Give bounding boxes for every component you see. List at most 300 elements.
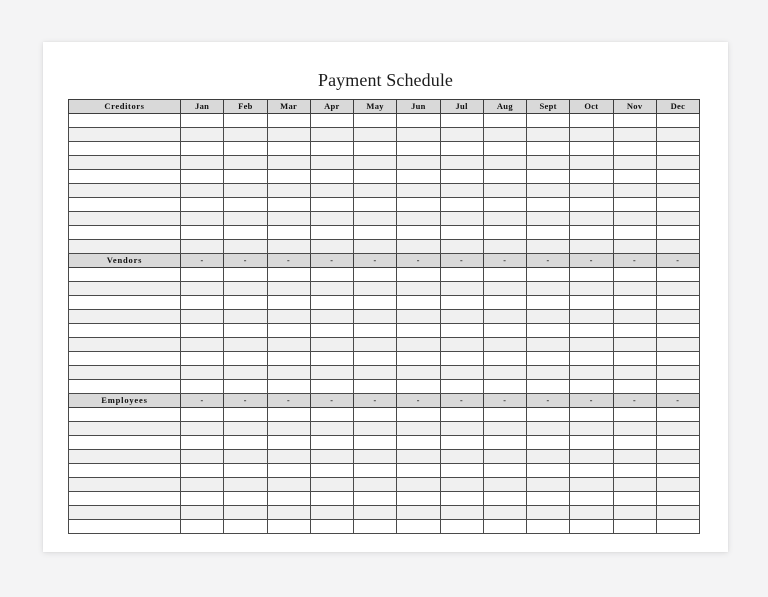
entry-amount-cell[interactable] [397,366,440,380]
entry-amount-cell[interactable] [440,296,483,310]
entry-amount-cell[interactable] [440,184,483,198]
entry-amount-cell[interactable] [483,226,526,240]
entry-amount-cell[interactable] [656,114,699,128]
entry-amount-cell[interactable] [483,184,526,198]
entry-amount-cell[interactable] [267,226,310,240]
entry-amount-cell[interactable] [310,268,353,282]
entry-amount-cell[interactable] [527,240,570,254]
entry-name-cell[interactable] [69,198,181,212]
entry-amount-cell[interactable] [570,380,613,394]
entry-amount-cell[interactable] [310,282,353,296]
entry-amount-cell[interactable] [354,506,397,520]
entry-amount-cell[interactable] [224,282,267,296]
entry-amount-cell[interactable] [570,436,613,450]
entry-name-cell[interactable] [69,296,181,310]
entry-amount-cell[interactable] [656,142,699,156]
entry-name-cell[interactable] [69,366,181,380]
entry-amount-cell[interactable] [354,352,397,366]
entry-amount-cell[interactable] [613,156,656,170]
entry-amount-cell[interactable] [397,268,440,282]
entry-amount-cell[interactable] [397,352,440,366]
entry-amount-cell[interactable] [440,422,483,436]
entry-amount-cell[interactable] [527,422,570,436]
entry-amount-cell[interactable] [656,422,699,436]
entry-name-cell[interactable] [69,268,181,282]
entry-amount-cell[interactable] [613,520,656,534]
entry-amount-cell[interactable] [570,492,613,506]
entry-amount-cell[interactable] [224,478,267,492]
entry-amount-cell[interactable] [656,268,699,282]
entry-amount-cell[interactable] [181,170,224,184]
entry-amount-cell[interactable] [613,506,656,520]
entry-amount-cell[interactable] [397,114,440,128]
entry-amount-cell[interactable] [527,324,570,338]
entry-amount-cell[interactable] [483,520,526,534]
entry-amount-cell[interactable] [656,338,699,352]
table-row[interactable] [69,156,700,170]
entry-amount-cell[interactable] [483,268,526,282]
entry-amount-cell[interactable] [397,240,440,254]
entry-amount-cell[interactable] [613,226,656,240]
entry-amount-cell[interactable] [267,114,310,128]
entry-amount-cell[interactable] [613,422,656,436]
entry-amount-cell[interactable] [354,212,397,226]
entry-amount-cell[interactable] [440,492,483,506]
entry-amount-cell[interactable] [397,520,440,534]
entry-amount-cell[interactable] [181,310,224,324]
table-row[interactable] [69,128,700,142]
entry-amount-cell[interactable] [440,226,483,240]
entry-amount-cell[interactable] [310,520,353,534]
entry-amount-cell[interactable] [483,282,526,296]
entry-amount-cell[interactable] [354,128,397,142]
entry-amount-cell[interactable] [483,198,526,212]
entry-amount-cell[interactable] [570,520,613,534]
entry-name-cell[interactable] [69,156,181,170]
entry-amount-cell[interactable] [267,464,310,478]
entry-amount-cell[interactable] [570,142,613,156]
entry-name-cell[interactable] [69,184,181,198]
entry-amount-cell[interactable] [354,170,397,184]
entry-amount-cell[interactable] [656,212,699,226]
entry-amount-cell[interactable] [354,436,397,450]
entry-amount-cell[interactable] [224,156,267,170]
entry-amount-cell[interactable] [483,408,526,422]
entry-amount-cell[interactable] [483,506,526,520]
entry-amount-cell[interactable] [483,366,526,380]
entry-amount-cell[interactable] [613,464,656,478]
table-row[interactable] [69,310,700,324]
entry-amount-cell[interactable] [483,212,526,226]
entry-name-cell[interactable] [69,506,181,520]
entry-amount-cell[interactable] [310,310,353,324]
entry-amount-cell[interactable] [656,282,699,296]
entry-amount-cell[interactable] [440,436,483,450]
table-row[interactable] [69,324,700,338]
table-row[interactable] [69,226,700,240]
entry-amount-cell[interactable] [181,380,224,394]
entry-amount-cell[interactable] [483,310,526,324]
entry-amount-cell[interactable] [397,506,440,520]
entry-amount-cell[interactable] [354,240,397,254]
entry-amount-cell[interactable] [310,450,353,464]
entry-amount-cell[interactable] [181,240,224,254]
entry-amount-cell[interactable] [354,282,397,296]
entry-amount-cell[interactable] [570,282,613,296]
table-row[interactable] [69,366,700,380]
entry-amount-cell[interactable] [310,408,353,422]
entry-amount-cell[interactable] [181,450,224,464]
entry-amount-cell[interactable] [527,352,570,366]
entry-amount-cell[interactable] [527,506,570,520]
entry-amount-cell[interactable] [613,380,656,394]
entry-amount-cell[interactable] [397,128,440,142]
entry-amount-cell[interactable] [310,114,353,128]
entry-amount-cell[interactable] [656,184,699,198]
entry-amount-cell[interactable] [656,492,699,506]
entry-amount-cell[interactable] [397,492,440,506]
entry-amount-cell[interactable] [440,380,483,394]
entry-amount-cell[interactable] [354,156,397,170]
entry-amount-cell[interactable] [397,450,440,464]
entry-amount-cell[interactable] [397,436,440,450]
entry-amount-cell[interactable] [267,422,310,436]
entry-amount-cell[interactable] [224,268,267,282]
entry-amount-cell[interactable] [440,310,483,324]
table-row[interactable] [69,296,700,310]
entry-amount-cell[interactable] [354,520,397,534]
entry-amount-cell[interactable] [310,436,353,450]
table-row[interactable] [69,338,700,352]
entry-amount-cell[interactable] [656,408,699,422]
entry-amount-cell[interactable] [483,296,526,310]
entry-amount-cell[interactable] [570,450,613,464]
entry-amount-cell[interactable] [267,324,310,338]
entry-amount-cell[interactable] [483,142,526,156]
entry-amount-cell[interactable] [181,296,224,310]
table-row[interactable] [69,282,700,296]
entry-amount-cell[interactable] [310,212,353,226]
entry-amount-cell[interactable] [354,324,397,338]
entry-amount-cell[interactable] [267,198,310,212]
entry-amount-cell[interactable] [310,324,353,338]
entry-amount-cell[interactable] [656,520,699,534]
entry-name-cell[interactable] [69,240,181,254]
entry-amount-cell[interactable] [310,170,353,184]
entry-amount-cell[interactable] [440,170,483,184]
entry-amount-cell[interactable] [440,240,483,254]
entry-name-cell[interactable] [69,436,181,450]
entry-amount-cell[interactable] [656,128,699,142]
entry-amount-cell[interactable] [656,352,699,366]
entry-amount-cell[interactable] [440,156,483,170]
entry-amount-cell[interactable] [440,478,483,492]
entry-amount-cell[interactable] [570,184,613,198]
entry-name-cell[interactable] [69,450,181,464]
entry-amount-cell[interactable] [656,464,699,478]
entry-amount-cell[interactable] [527,170,570,184]
entry-amount-cell[interactable] [181,422,224,436]
entry-amount-cell[interactable] [397,422,440,436]
entry-amount-cell[interactable] [267,142,310,156]
entry-amount-cell[interactable] [267,296,310,310]
entry-amount-cell[interactable] [224,520,267,534]
entry-amount-cell[interactable] [397,310,440,324]
entry-amount-cell[interactable] [224,310,267,324]
entry-name-cell[interactable] [69,212,181,226]
table-row[interactable] [69,408,700,422]
entry-amount-cell[interactable] [267,128,310,142]
entry-amount-cell[interactable] [310,506,353,520]
entry-name-cell[interactable] [69,282,181,296]
entry-amount-cell[interactable] [527,296,570,310]
entry-amount-cell[interactable] [440,520,483,534]
entry-amount-cell[interactable] [570,212,613,226]
table-row[interactable] [69,198,700,212]
entry-amount-cell[interactable] [527,408,570,422]
entry-amount-cell[interactable] [224,352,267,366]
table-row[interactable] [69,422,700,436]
entry-amount-cell[interactable] [570,128,613,142]
entry-amount-cell[interactable] [613,282,656,296]
entry-amount-cell[interactable] [397,142,440,156]
entry-amount-cell[interactable] [570,352,613,366]
entry-amount-cell[interactable] [570,310,613,324]
entry-amount-cell[interactable] [527,338,570,352]
entry-amount-cell[interactable] [570,226,613,240]
entry-amount-cell[interactable] [267,212,310,226]
entry-amount-cell[interactable] [440,324,483,338]
table-row[interactable] [69,142,700,156]
entry-name-cell[interactable] [69,170,181,184]
entry-amount-cell[interactable] [181,408,224,422]
entry-amount-cell[interactable] [440,282,483,296]
entry-amount-cell[interactable] [224,436,267,450]
entry-amount-cell[interactable] [224,170,267,184]
entry-amount-cell[interactable] [527,212,570,226]
entry-amount-cell[interactable] [613,114,656,128]
entry-amount-cell[interactable] [527,128,570,142]
entry-amount-cell[interactable] [354,450,397,464]
entry-amount-cell[interactable] [656,436,699,450]
entry-amount-cell[interactable] [267,408,310,422]
entry-amount-cell[interactable] [181,212,224,226]
entry-amount-cell[interactable] [310,366,353,380]
entry-amount-cell[interactable] [440,212,483,226]
entry-amount-cell[interactable] [267,170,310,184]
entry-amount-cell[interactable] [527,184,570,198]
table-row[interactable] [69,506,700,520]
entry-amount-cell[interactable] [224,226,267,240]
table-row[interactable] [69,170,700,184]
entry-amount-cell[interactable] [397,170,440,184]
entry-amount-cell[interactable] [440,450,483,464]
entry-amount-cell[interactable] [483,492,526,506]
entry-amount-cell[interactable] [354,296,397,310]
entry-amount-cell[interactable] [354,408,397,422]
entry-amount-cell[interactable] [397,408,440,422]
table-row[interactable] [69,478,700,492]
entry-amount-cell[interactable] [224,184,267,198]
entry-amount-cell[interactable] [354,338,397,352]
entry-amount-cell[interactable] [181,198,224,212]
entry-amount-cell[interactable] [613,366,656,380]
entry-amount-cell[interactable] [483,128,526,142]
entry-amount-cell[interactable] [181,142,224,156]
entry-amount-cell[interactable] [224,380,267,394]
entry-amount-cell[interactable] [224,198,267,212]
entry-amount-cell[interactable] [397,212,440,226]
entry-amount-cell[interactable] [483,240,526,254]
entry-name-cell[interactable] [69,128,181,142]
entry-amount-cell[interactable] [527,142,570,156]
entry-amount-cell[interactable] [527,478,570,492]
entry-amount-cell[interactable] [483,170,526,184]
entry-amount-cell[interactable] [570,296,613,310]
entry-amount-cell[interactable] [613,436,656,450]
entry-amount-cell[interactable] [527,114,570,128]
entry-amount-cell[interactable] [570,156,613,170]
entry-amount-cell[interactable] [310,380,353,394]
entry-amount-cell[interactable] [181,506,224,520]
entry-amount-cell[interactable] [181,226,224,240]
entry-amount-cell[interactable] [570,366,613,380]
entry-amount-cell[interactable] [613,478,656,492]
entry-amount-cell[interactable] [310,352,353,366]
entry-amount-cell[interactable] [613,268,656,282]
entry-amount-cell[interactable] [181,464,224,478]
entry-amount-cell[interactable] [354,492,397,506]
entry-name-cell[interactable] [69,338,181,352]
entry-amount-cell[interactable] [310,422,353,436]
entry-amount-cell[interactable] [483,156,526,170]
entry-amount-cell[interactable] [440,352,483,366]
entry-amount-cell[interactable] [224,142,267,156]
entry-amount-cell[interactable] [354,142,397,156]
entry-amount-cell[interactable] [224,128,267,142]
entry-name-cell[interactable] [69,226,181,240]
entry-amount-cell[interactable] [613,338,656,352]
entry-amount-cell[interactable] [527,492,570,506]
entry-amount-cell[interactable] [613,170,656,184]
entry-amount-cell[interactable] [267,520,310,534]
entry-amount-cell[interactable] [354,380,397,394]
entry-amount-cell[interactable] [527,450,570,464]
entry-amount-cell[interactable] [354,366,397,380]
entry-amount-cell[interactable] [613,184,656,198]
entry-amount-cell[interactable] [354,114,397,128]
entry-amount-cell[interactable] [354,184,397,198]
entry-amount-cell[interactable] [570,338,613,352]
entry-amount-cell[interactable] [440,142,483,156]
entry-amount-cell[interactable] [181,366,224,380]
entry-amount-cell[interactable] [310,492,353,506]
entry-amount-cell[interactable] [397,478,440,492]
entry-amount-cell[interactable] [570,422,613,436]
entry-amount-cell[interactable] [181,338,224,352]
entry-amount-cell[interactable] [570,464,613,478]
entry-amount-cell[interactable] [440,114,483,128]
entry-amount-cell[interactable] [483,352,526,366]
entry-amount-cell[interactable] [527,310,570,324]
entry-amount-cell[interactable] [267,310,310,324]
entry-amount-cell[interactable] [181,268,224,282]
entry-amount-cell[interactable] [181,436,224,450]
table-row[interactable] [69,436,700,450]
entry-amount-cell[interactable] [656,310,699,324]
entry-name-cell[interactable] [69,464,181,478]
entry-amount-cell[interactable] [483,464,526,478]
entry-amount-cell[interactable] [656,366,699,380]
entry-amount-cell[interactable] [181,324,224,338]
entry-amount-cell[interactable] [440,198,483,212]
entry-amount-cell[interactable] [570,408,613,422]
entry-amount-cell[interactable] [397,184,440,198]
table-row[interactable] [69,184,700,198]
entry-name-cell[interactable] [69,352,181,366]
table-row[interactable] [69,240,700,254]
entry-amount-cell[interactable] [267,268,310,282]
entry-amount-cell[interactable] [267,450,310,464]
entry-amount-cell[interactable] [310,226,353,240]
entry-amount-cell[interactable] [267,282,310,296]
entry-amount-cell[interactable] [224,114,267,128]
entry-amount-cell[interactable] [613,310,656,324]
entry-amount-cell[interactable] [310,128,353,142]
entry-amount-cell[interactable] [267,352,310,366]
entry-amount-cell[interactable] [656,156,699,170]
entry-amount-cell[interactable] [613,296,656,310]
entry-amount-cell[interactable] [224,450,267,464]
entry-amount-cell[interactable] [354,478,397,492]
entry-amount-cell[interactable] [483,338,526,352]
entry-amount-cell[interactable] [613,352,656,366]
entry-amount-cell[interactable] [527,366,570,380]
entry-amount-cell[interactable] [483,478,526,492]
entry-amount-cell[interactable] [570,268,613,282]
entry-amount-cell[interactable] [397,282,440,296]
entry-amount-cell[interactable] [527,268,570,282]
entry-amount-cell[interactable] [224,464,267,478]
entry-amount-cell[interactable] [570,240,613,254]
entry-amount-cell[interactable] [310,296,353,310]
entry-amount-cell[interactable] [656,170,699,184]
entry-amount-cell[interactable] [570,506,613,520]
entry-amount-cell[interactable] [397,296,440,310]
entry-amount-cell[interactable] [613,324,656,338]
entry-amount-cell[interactable] [440,128,483,142]
entry-amount-cell[interactable] [224,408,267,422]
entry-amount-cell[interactable] [527,520,570,534]
entry-amount-cell[interactable] [267,240,310,254]
entry-amount-cell[interactable] [527,380,570,394]
entry-amount-cell[interactable] [440,338,483,352]
table-row[interactable] [69,450,700,464]
entry-amount-cell[interactable] [397,380,440,394]
entry-name-cell[interactable] [69,422,181,436]
entry-amount-cell[interactable] [397,338,440,352]
entry-amount-cell[interactable] [656,478,699,492]
entry-amount-cell[interactable] [656,506,699,520]
entry-amount-cell[interactable] [440,408,483,422]
entry-amount-cell[interactable] [656,296,699,310]
entry-amount-cell[interactable] [224,212,267,226]
entry-amount-cell[interactable] [397,226,440,240]
entry-amount-cell[interactable] [656,324,699,338]
entry-amount-cell[interactable] [613,198,656,212]
entry-amount-cell[interactable] [310,478,353,492]
table-row[interactable] [69,352,700,366]
